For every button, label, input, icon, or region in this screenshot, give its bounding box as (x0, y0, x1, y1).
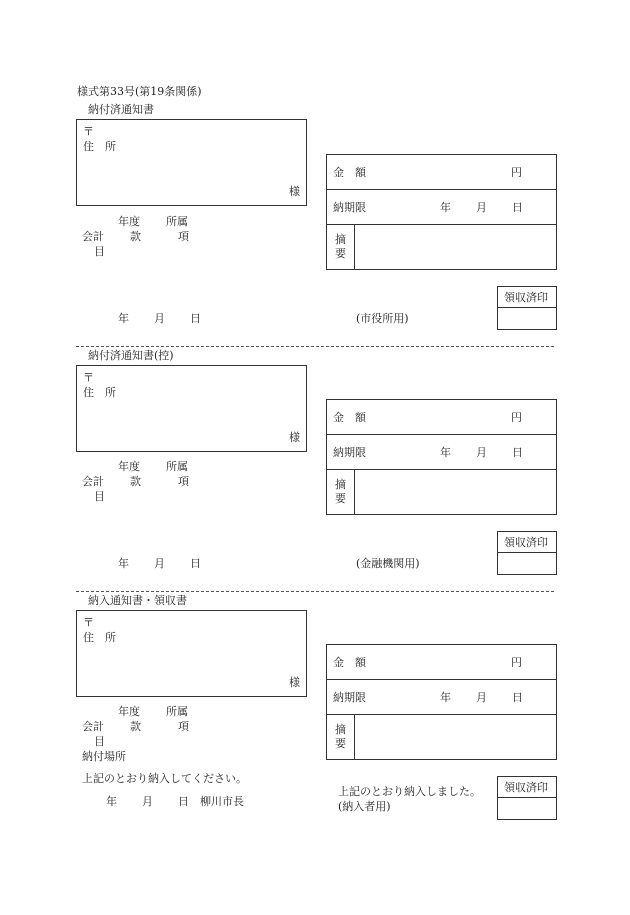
remarks-char: 摘 (335, 723, 346, 736)
section-title: 納付済通知書(控) (88, 349, 174, 362)
col-divider (354, 469, 355, 514)
yen-label: 円 (511, 656, 522, 669)
postal-mark: 〒 (83, 371, 94, 384)
amount-table (326, 154, 557, 270)
date-day: 日 (190, 557, 201, 570)
due-year: 年 (440, 691, 451, 704)
account-label: 会計 (82, 475, 104, 488)
date-day: 日 (190, 312, 201, 325)
honorific: 様 (289, 431, 300, 444)
due-month: 月 (476, 691, 487, 704)
due-year: 年 (440, 446, 451, 459)
col-divider (354, 714, 355, 759)
row-divider (327, 224, 556, 225)
date-day: 日 (178, 795, 189, 808)
remarks-char: 摘 (335, 478, 346, 491)
tear-line (76, 346, 554, 347)
section-title: 納入通知書・領収書 (88, 594, 187, 607)
stamp-divider (498, 797, 556, 798)
due-day: 日 (512, 446, 523, 459)
row-divider (327, 434, 556, 435)
amount-table (326, 399, 557, 515)
remarks-char: 摘 (335, 233, 346, 246)
affiliation-label: 所属 (166, 215, 188, 228)
due-month: 月 (476, 201, 487, 214)
section-label: 款 (130, 475, 141, 488)
receipt-stamp-box (497, 531, 557, 575)
payment-place-label: 納付場所 (82, 750, 126, 763)
due-year: 年 (440, 201, 451, 214)
paid-text: 上記のとおり納入しました。 (338, 785, 481, 798)
item-label: 項 (178, 475, 189, 488)
amount-table (326, 644, 557, 760)
due-label: 納期限 (333, 691, 366, 704)
address-label: 住 所 (83, 631, 116, 644)
receipt-stamp-box (497, 286, 557, 330)
item-label: 項 (178, 230, 189, 243)
honorific: 様 (289, 676, 300, 689)
address-label: 住 所 (83, 386, 116, 399)
usage-note: (納入者用) (338, 800, 391, 813)
remarks-char: 要 (335, 492, 346, 505)
honorific: 様 (289, 185, 300, 198)
item-label: 項 (178, 720, 189, 733)
row-divider (327, 679, 556, 680)
section-title: 納付済通知書 (88, 103, 154, 116)
amount-label: 金 額 (333, 411, 366, 424)
row-divider (327, 189, 556, 190)
postal-mark: 〒 (83, 616, 94, 629)
date-month: 月 (142, 795, 153, 808)
postal-mark: 〒 (83, 125, 94, 138)
date-year: 年 (118, 557, 129, 570)
receipt-stamp-box (497, 776, 557, 820)
due-day: 日 (512, 691, 523, 704)
year-label: 年度 (118, 215, 140, 228)
account-label: 会計 (82, 720, 104, 733)
account-label: 会計 (82, 230, 104, 243)
year-label: 年度 (118, 460, 140, 473)
subitem-label: 目 (94, 245, 105, 258)
section-label: 款 (130, 720, 141, 733)
due-month: 月 (476, 446, 487, 459)
year-label: 年度 (118, 705, 140, 718)
amount-label: 金 額 (333, 656, 366, 669)
remarks-label (335, 478, 346, 506)
stamp-label: 領収済印 (504, 291, 548, 304)
amount-label: 金 額 (333, 166, 366, 179)
form-number: 様式第33号(第19条関係) (77, 85, 202, 98)
usage-note: (金融機関用) (356, 557, 420, 570)
due-label: 納期限 (333, 201, 366, 214)
yen-label: 円 (511, 411, 522, 424)
request-text: 上記のとおり納入してください。 (82, 772, 247, 785)
stamp-divider (498, 307, 556, 308)
stamp-label: 領収済印 (504, 536, 548, 549)
address-box (76, 365, 307, 452)
stamp-divider (498, 552, 556, 553)
usage-note: (市役所用) (356, 312, 409, 325)
remarks-char: 要 (335, 737, 346, 750)
subitem-label: 目 (94, 735, 105, 748)
row-divider (327, 714, 556, 715)
date-year: 年 (118, 312, 129, 325)
row-divider (327, 469, 556, 470)
section-label: 款 (130, 230, 141, 243)
remarks-label (335, 723, 346, 751)
subitem-label: 目 (94, 490, 105, 503)
col-divider (354, 224, 355, 269)
due-day: 日 (512, 201, 523, 214)
date-month: 月 (154, 312, 165, 325)
yen-label: 円 (511, 166, 522, 179)
tear-line (76, 591, 554, 592)
due-label: 納期限 (333, 446, 366, 459)
stamp-label: 領収済印 (504, 781, 548, 794)
affiliation-label: 所属 (166, 705, 188, 718)
address-box (76, 119, 307, 206)
date-year: 年 (106, 795, 117, 808)
affiliation-label: 所属 (166, 460, 188, 473)
date-month: 月 (154, 557, 165, 570)
remarks-char: 要 (335, 247, 346, 260)
address-label: 住 所 (83, 140, 116, 153)
mayor-label: 柳川市長 (200, 795, 244, 808)
address-box (76, 610, 307, 697)
remarks-label (335, 233, 346, 261)
